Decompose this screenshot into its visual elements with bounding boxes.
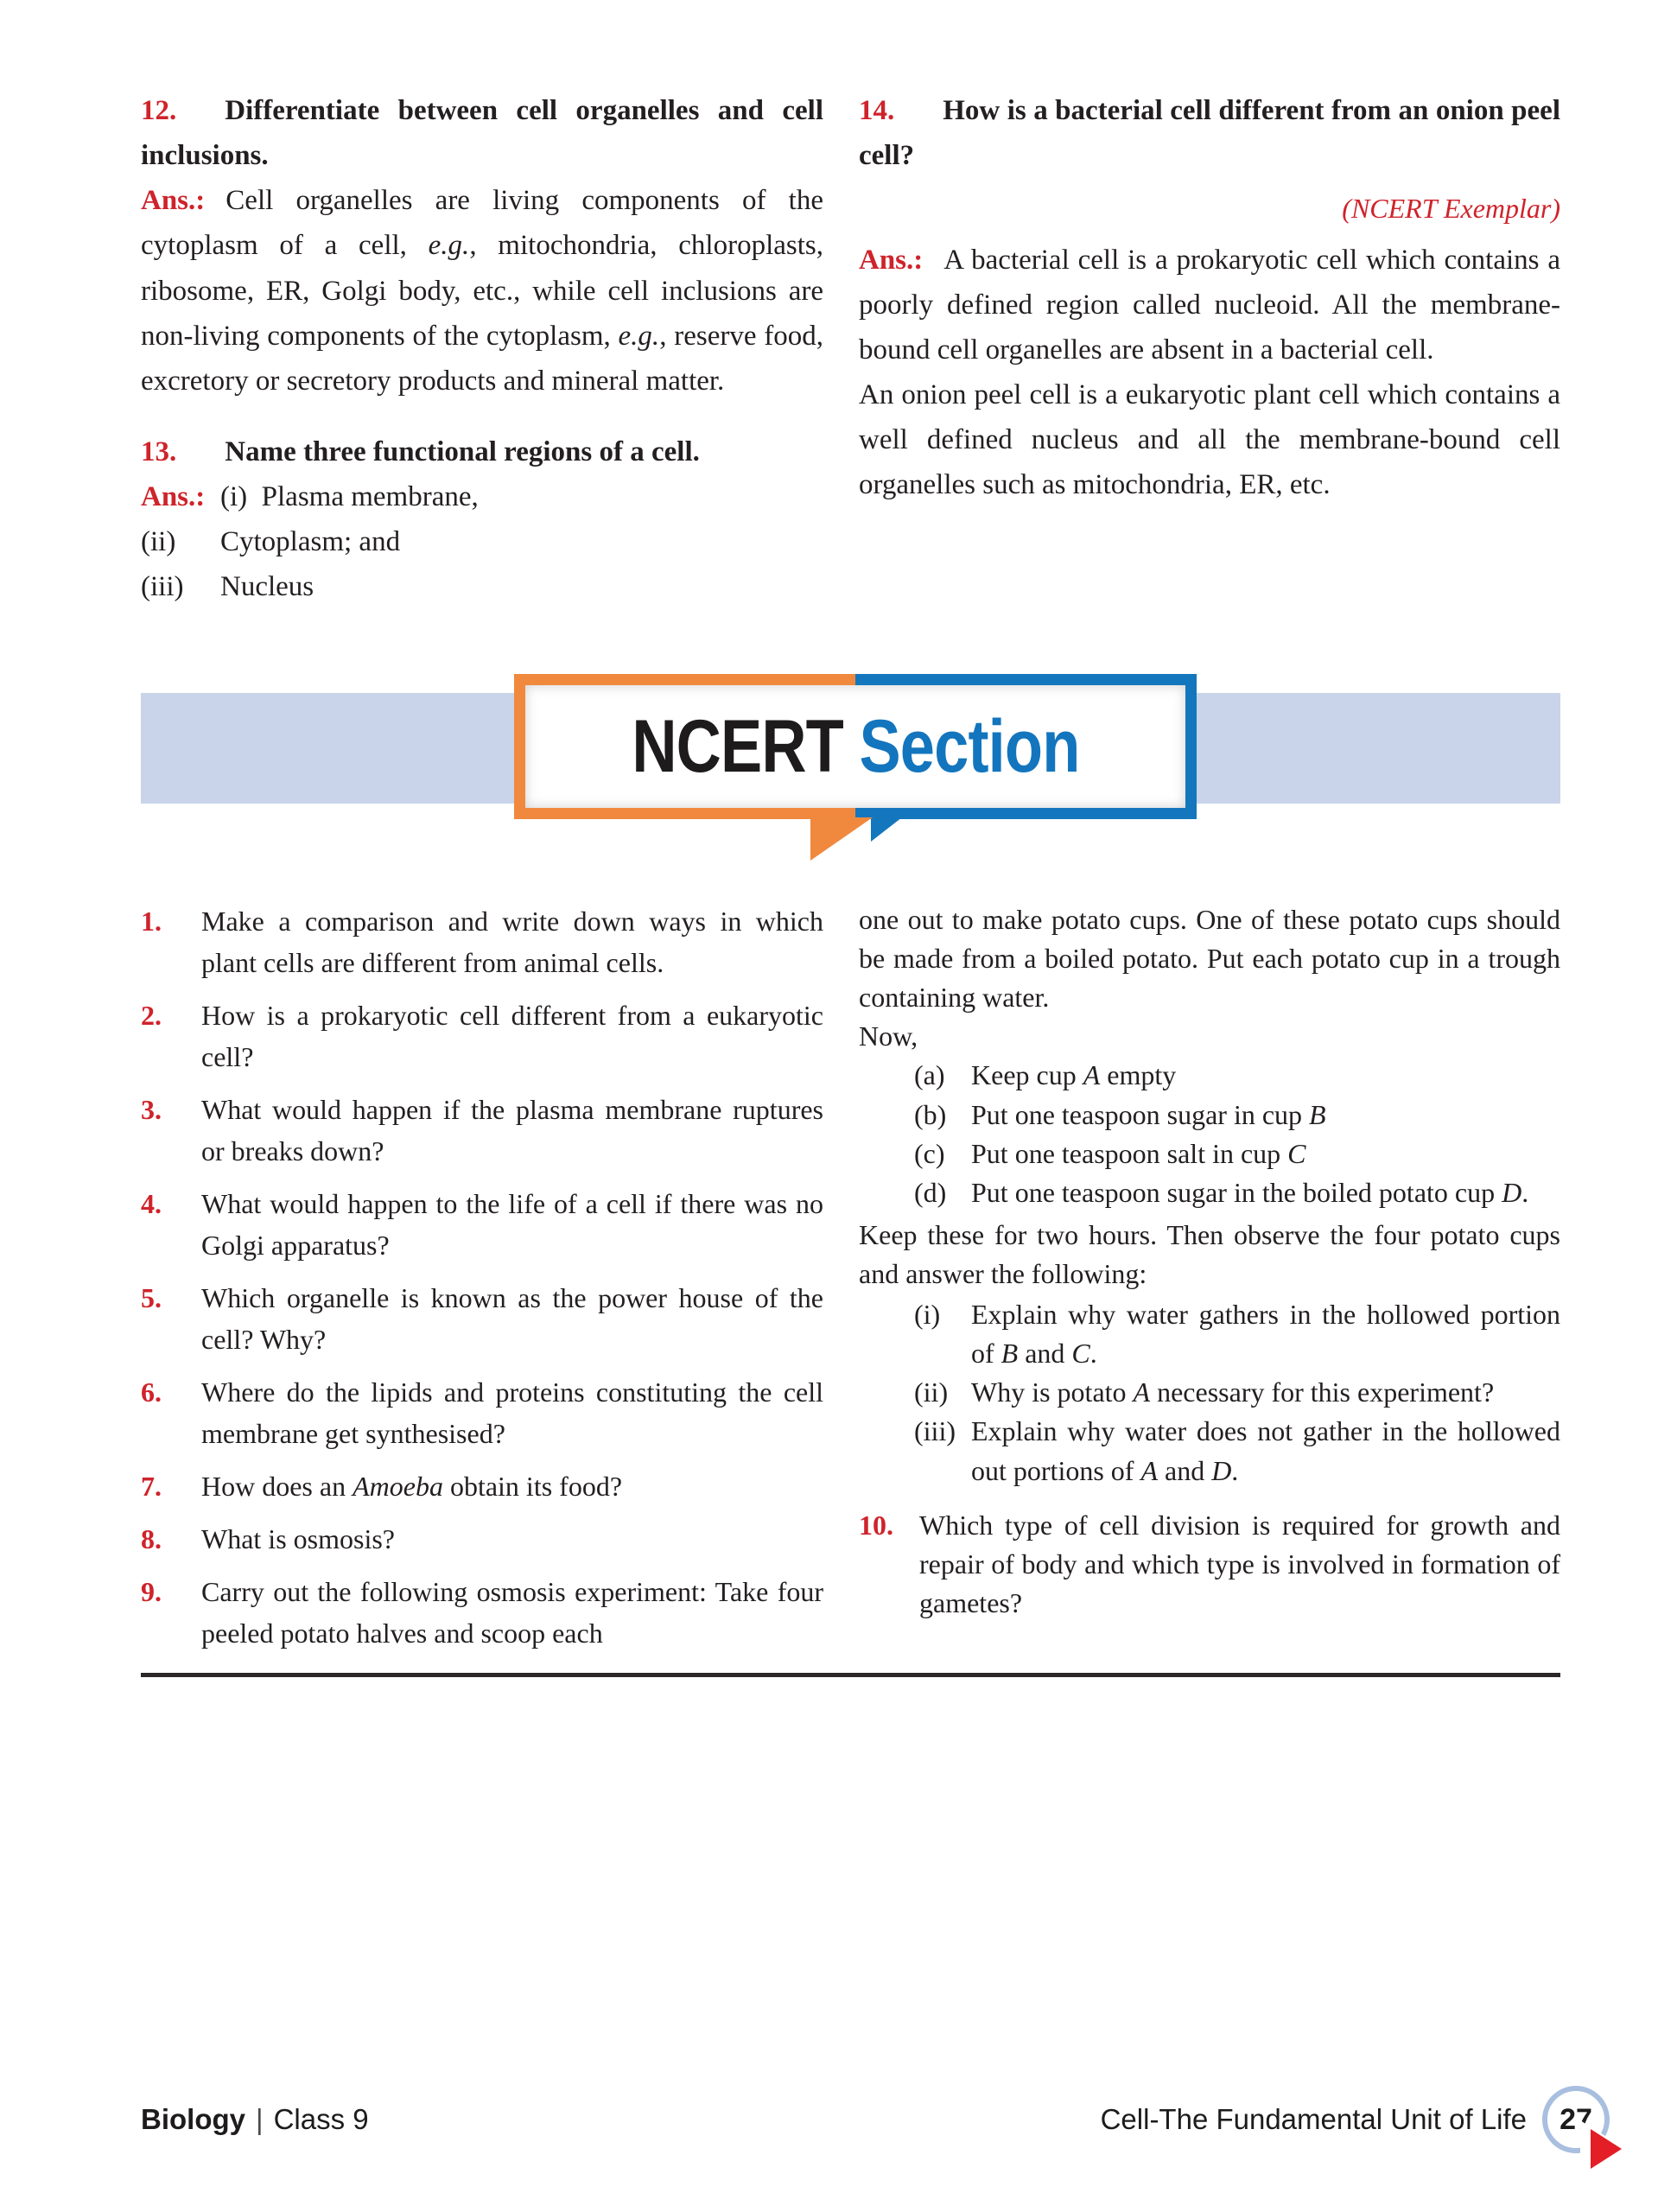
question-13-heading-text: Name three functional regions of a cell. (225, 435, 700, 467)
answer-row (141, 474, 823, 519)
source-attribution: (NCERT Exemplar) (1342, 193, 1560, 225)
banner-speech-bubble (514, 674, 1197, 819)
question-text: What is osmosis? (201, 1523, 395, 1554)
roman-item-i (914, 1295, 1560, 1373)
question-13 (141, 429, 823, 610)
item-text: Put one teaspoon sugar in cup B (971, 1098, 1326, 1130)
question-14-answer-text-1: A bacterial cell is a prokaryotic cell which contains a poorly defined region called nucleoid. All the membrane-bound cell organelles are absent in a bacterial cell. (859, 244, 1560, 366)
question-text: How is a prokaryotic cell different from a eukaryotic cell? (201, 1000, 823, 1072)
question-text: How does an Amoeba obtain its food? (201, 1471, 623, 1502)
question-number: 10. (859, 1509, 893, 1541)
footer-class: Class 9 (273, 2103, 369, 2135)
question-12-answer-text: Cell organelles are living components of the cytoplasm of a cell, e.g., mitochondria, chloroplasts, ribosome, ER, Golgi body, etc., while cell inclusions are non-living components of the cytoplasm, e.g., reserve food, excretory or secretory products and mineral matter. (141, 185, 823, 397)
answer-row-text: Cytoplasm; and (220, 526, 401, 558)
question-number: 5. (141, 1282, 162, 1313)
lettered-item-c (914, 1135, 1560, 1173)
question-text: Carry out the following osmosis experiment: Take four peeled potato halves and scoop each (201, 1576, 823, 1649)
answer-row-label: (iii) (141, 571, 184, 603)
question-text: Which type of cell division is required for growth and repair of body and which type is involved in formation of gametes? (919, 1509, 1560, 1618)
question-item-9 (141, 1571, 823, 1654)
question-number: 2. (141, 1000, 162, 1031)
item-text: Explain why water gathers in the hollowed portion of B and C. (971, 1299, 1560, 1370)
top-right-column (859, 88, 1560, 609)
footer-chapter (1101, 2086, 1610, 2153)
item-label: (ii) (914, 1376, 949, 1408)
item-text: Keep cup A empty (971, 1059, 1177, 1091)
question-item-4 (141, 1183, 823, 1266)
top-left-column (141, 88, 823, 609)
answer-row-label: Ans.: (141, 481, 206, 512)
question-item-2 (141, 995, 823, 1077)
questions-right-column (859, 900, 1560, 1665)
question-number: 9. (141, 1576, 162, 1607)
answer-row-label: (ii) (141, 526, 176, 558)
answer-row-text: Nucleus (220, 571, 314, 603)
footer-chapter-title: Cell-The Fundamental Unit of Life (1100, 2103, 1527, 2135)
page-number: 27 (1560, 2102, 1592, 2136)
question-12-answer (141, 178, 823, 404)
item-text: Put one teaspoon salt in cup C (971, 1137, 1306, 1169)
keep-observe-paragraph: Keep these for two hours. Then observe the four potato cups and answer the following: (859, 1218, 1560, 1289)
question-14-answer-paragraph-1 (859, 238, 1560, 372)
question-number: 4. (141, 1188, 162, 1219)
question-9-now-line: Now, (859, 1020, 918, 1052)
question-text: What would happen to the life of a cell if there was no Golgi apparatus? (201, 1188, 823, 1261)
question-13-number: 13. (141, 435, 177, 467)
banner-title-ncert: NCERT (631, 705, 843, 788)
item-label: (iii) (914, 1415, 956, 1447)
question-number: 6. (141, 1376, 162, 1408)
item-label: (a) (914, 1059, 945, 1091)
question-text: Where do the lipids and proteins constituting the cell membrane get synthesised? (201, 1376, 823, 1449)
item-label: (c) (914, 1137, 945, 1169)
question-item-3 (141, 1089, 823, 1172)
question-12-number: 12. (141, 95, 177, 126)
banner-bubble-inner (525, 685, 1185, 808)
item-label: (d) (914, 1176, 947, 1208)
question-item-6 (141, 1371, 823, 1454)
roman-item-ii (914, 1373, 1560, 1412)
question-14-heading (859, 88, 1560, 178)
footer-subject (141, 2103, 369, 2136)
question-item-7 (141, 1465, 823, 1507)
lettered-item-b (914, 1096, 1560, 1135)
answer-label: Ans.: (859, 244, 924, 276)
ncert-questions-section (141, 900, 1560, 1665)
question-number: 7. (141, 1471, 162, 1502)
question-item-10 (859, 1506, 1560, 1623)
question-text: Make a comparison and write down ways in which plant cells are different from animal cells. (201, 906, 823, 978)
question-number: 1. (141, 906, 162, 937)
lettered-item-a (914, 1056, 1560, 1095)
next-page-arrow-icon (1591, 2129, 1622, 2169)
question-14-heading-text: How is a bacterial cell different from an onion peel cell? (859, 95, 1560, 172)
question-item-1 (141, 900, 823, 983)
answer-row (141, 564, 823, 609)
banner-title (631, 705, 1080, 788)
answer-label: Ans.: (141, 185, 206, 217)
page-footer (141, 2081, 1610, 2158)
item-label: (b) (914, 1098, 947, 1130)
page-number-badge (1542, 2086, 1610, 2153)
question-text: Which organelle is known as the power house of the cell? Why? (201, 1282, 823, 1355)
item-text: Why is potato A necessary for this experiment? (971, 1376, 1495, 1408)
questions-left-column (141, 900, 823, 1665)
answer-row-text: (i) Plasma membrane, (220, 481, 479, 512)
footer-separator: | (256, 2103, 264, 2135)
item-text: Explain why water does not gather in the hollowed out portions of A and D. (971, 1415, 1560, 1486)
question-9-continuation: one out to make potato cups. One of these potato cups should be made from a boiled potato. Put each potato cup in a trough containing water. (859, 904, 1560, 1014)
roman-item-iii (914, 1412, 1560, 1490)
answer-row (141, 519, 823, 564)
question-14-number: 14. (859, 95, 895, 126)
item-text: Put one teaspoon sugar in the boiled potato cup D. (971, 1176, 1529, 1208)
question-13-answer (141, 474, 823, 609)
question-13-heading (141, 429, 823, 474)
item-label: (i) (914, 1299, 941, 1331)
speech-bubble-tail-blue (871, 817, 902, 842)
question-number: 8. (141, 1523, 162, 1554)
ncert-section-banner (0, 674, 1658, 873)
question-text: What would happen if the plasma membrane ruptures or breaks down? (201, 1094, 823, 1166)
question-item-5 (141, 1277, 823, 1360)
footer-divider (141, 1673, 1560, 1677)
question-12-heading (141, 88, 823, 178)
question-item-8 (141, 1518, 823, 1560)
question-12-heading-text: Differentiate between cell organelles and cell inclusions. (141, 95, 823, 172)
lettered-item-d (914, 1173, 1560, 1212)
footer-subject-name: Biology (141, 2103, 245, 2135)
speech-bubble-tail-icon (810, 817, 873, 861)
question-number: 3. (141, 1094, 162, 1125)
banner-title-section: Section (859, 705, 1080, 788)
question-14-answer-paragraph-2: An onion peel cell is a eukaryotic plant cell which contains a well defined nucleus and all the membrane-bound cell organelles such as mitochondria, ER, etc. (859, 379, 1560, 501)
solved-questions-section (141, 88, 1560, 609)
